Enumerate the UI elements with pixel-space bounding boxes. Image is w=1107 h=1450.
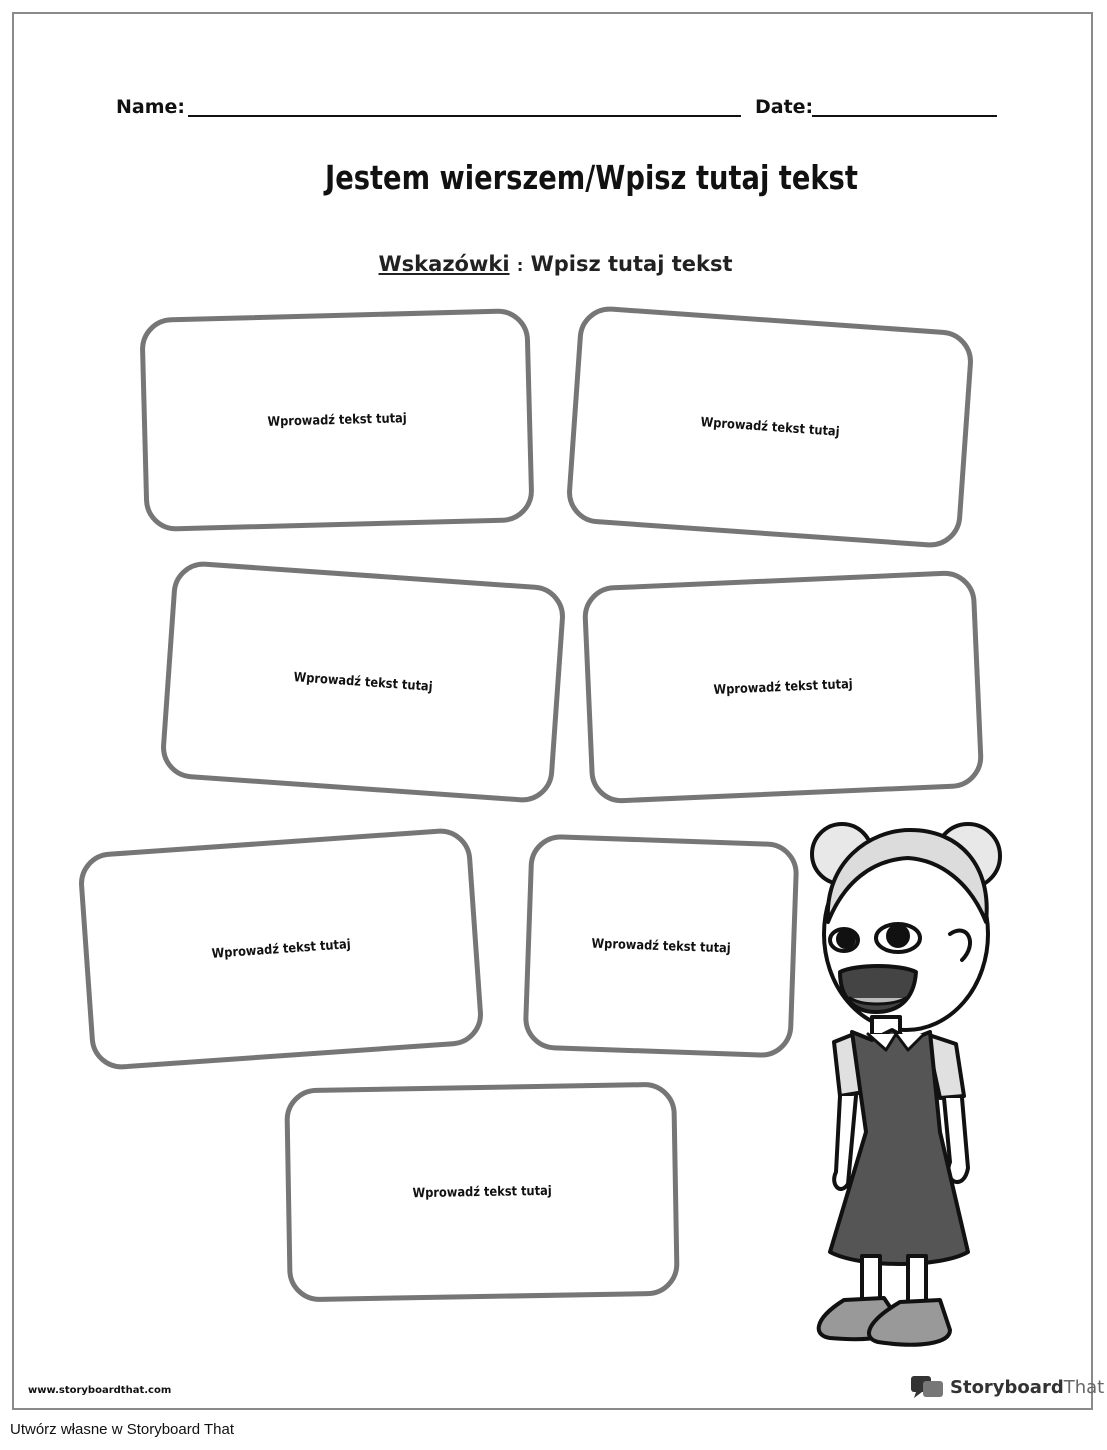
date-label: Date:: [755, 96, 814, 118]
date-field-line[interactable]: [812, 115, 997, 117]
storyboardthat-logo-icon: [910, 1374, 944, 1400]
page-title: Jestem wierszem/Wpisz tutaj tekst: [325, 158, 858, 197]
text-box-placeholder: Wprowadź tekst tutaj: [412, 1183, 552, 1201]
text-box[interactable]: [159, 560, 567, 805]
text-box[interactable]: [284, 1082, 680, 1303]
text-box-placeholder: Wprowadź tekst tutaj: [211, 936, 351, 962]
text-box[interactable]: [522, 833, 799, 1058]
girl-character-illustration: [800, 812, 1010, 1372]
text-box[interactable]: [139, 308, 534, 532]
text-box[interactable]: [581, 570, 984, 805]
text-box-placeholder: Wprowadź tekst tutaj: [713, 676, 853, 698]
instructions-separator: :: [516, 256, 524, 275]
name-field-line[interactable]: [188, 115, 741, 117]
text-box[interactable]: [565, 304, 975, 549]
text-box-placeholder: Wprowadź tekst tutaj: [293, 669, 433, 695]
website-url[interactable]: www.storyboardthat.com: [28, 1385, 172, 1396]
footer-create-link[interactable]: Utwórz własne w Storyboard That: [10, 1421, 234, 1438]
text-box[interactable]: [77, 827, 485, 1072]
instructions-label: Wskazówki: [378, 252, 510, 276]
text-box-placeholder: Wprowadź tekst tutaj: [267, 410, 407, 430]
instructions-text: Wpisz tutaj tekst: [530, 252, 733, 276]
text-box-placeholder: Wprowadź tekst tutaj: [700, 414, 840, 440]
logo-text: StoryboardThat: [950, 1376, 1105, 1398]
instructions: [0, 252, 1107, 276]
name-label: Name:: [116, 96, 186, 118]
text-box-placeholder: Wprowadź tekst tutaj: [591, 936, 731, 956]
storyboardthat-logo: [910, 1374, 1104, 1400]
